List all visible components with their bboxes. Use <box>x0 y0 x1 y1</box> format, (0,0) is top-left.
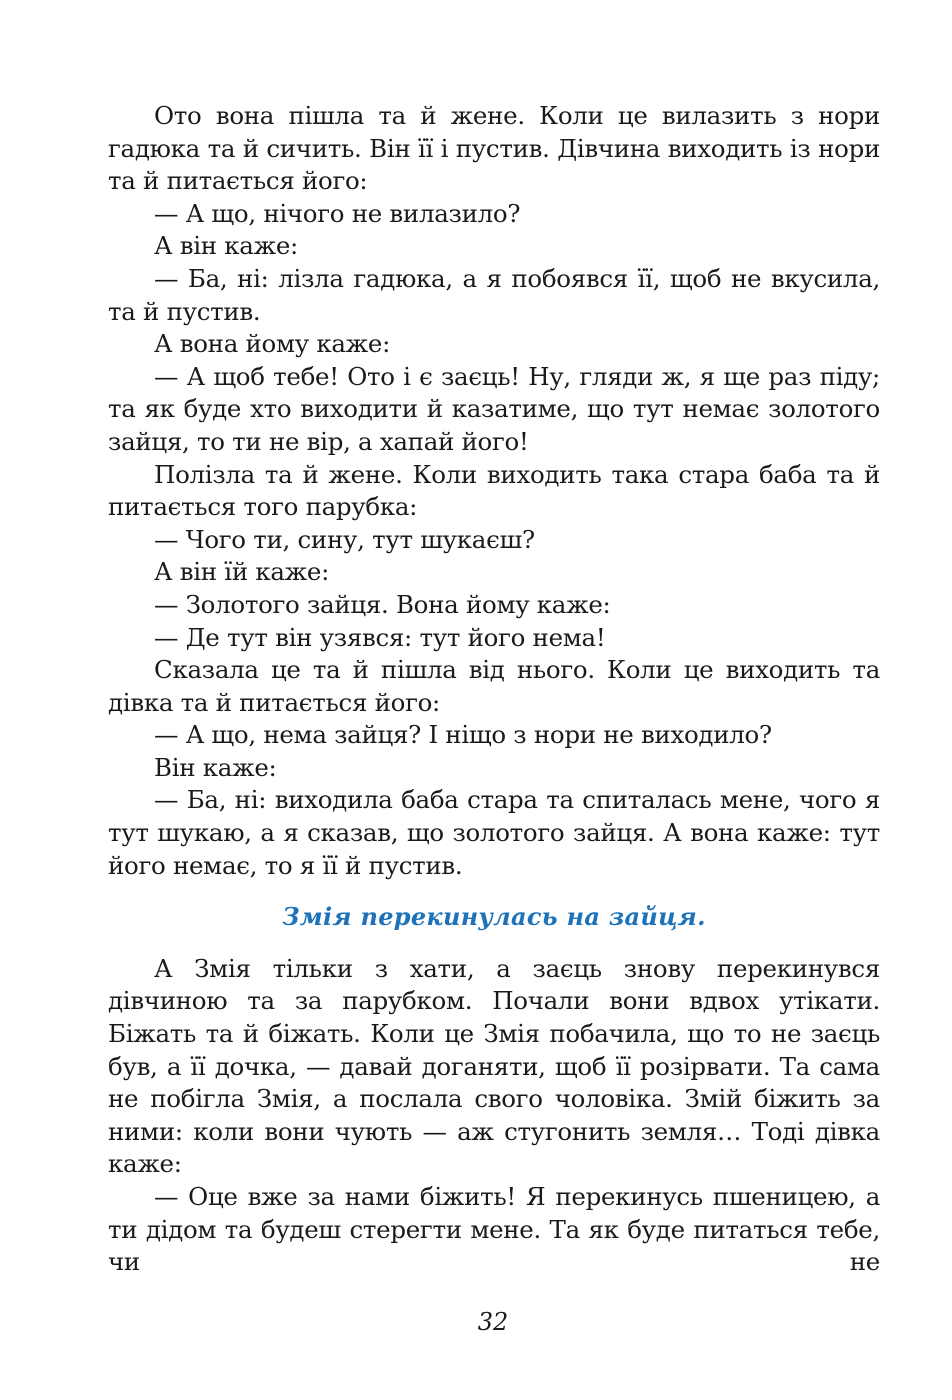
paragraph: Полізла та й жене. Коли виходить така стара баба та й питається того парубка: <box>108 459 880 522</box>
paragraph: — Де тут він узявся: тут його нема! <box>154 622 606 652</box>
section-heading: Змія перекинулась на зайця. <box>282 902 706 932</box>
page-body <box>108 100 880 1279</box>
paragraph: А вона йому каже: <box>154 329 391 359</box>
paragraph: — Золотого зайця. Вона йому каже: <box>154 589 611 619</box>
paragraph: — Оце вже за нами біжить! Я перекинусь пшеницею, а ти дідом та будеш стерегти мене. Та як буде питаться тебе, чи не <box>108 1182 880 1277</box>
paragraph: — А що, нічого не вилазило? <box>154 198 521 228</box>
paragraph: А Змія тільки з хати, а заєць знову перекинувся дівчиною та за парубком. Почали вони вдвох утікати. Біжать та й біжать. Коли це Змія побачила, що то не заєць був, а її дочка, — давай доганяти, щоб її розірвати. Та сама не побігла Змія, а послала свого чоловіка. Змій біжить за ними: коли вони чують — аж стугонить земля… Тоді дівка каже: <box>108 953 880 1179</box>
paragraph: — Чого ти, сину, тут шукаєш? <box>154 524 535 554</box>
paragraph: — Ба, ні: лізла гадюка, а я побоявся її, щоб не вкусила, та й пустив. <box>108 263 880 326</box>
paragraph: Ото вона пішла та й жене. Коли це вилазить з нори гадюка та й сичить. Він її і пустив. Дівчина виходить із нори та й питається його: <box>108 101 880 196</box>
page-number: 32 <box>477 1308 509 1336</box>
paragraph: — А щоб тебе! Ото і є заєць! Ну, гляди ж, я ще раз піду; та як буде хто виходити й казатиме, що тут немає золотого зайця, то ти не вір, а хапай його! <box>108 361 880 456</box>
paragraph: А він їй каже: <box>154 557 330 587</box>
paragraph: — Ба, ні: виходила баба стара та спиталась мене, чого я тут шукаю, а я сказав, що золотого зайця. А вона каже: тут його немає, то я її й пустив. <box>108 785 880 880</box>
paragraph: А він каже: <box>154 231 298 261</box>
paragraph: Сказала це та й пішла від нього. Коли це виходить та дівка та й питається його: <box>108 655 880 717</box>
paragraph: Він каже: <box>154 752 277 782</box>
paragraph: — А що, нема зайця? І ніщо з нори не виходило? <box>154 720 772 750</box>
